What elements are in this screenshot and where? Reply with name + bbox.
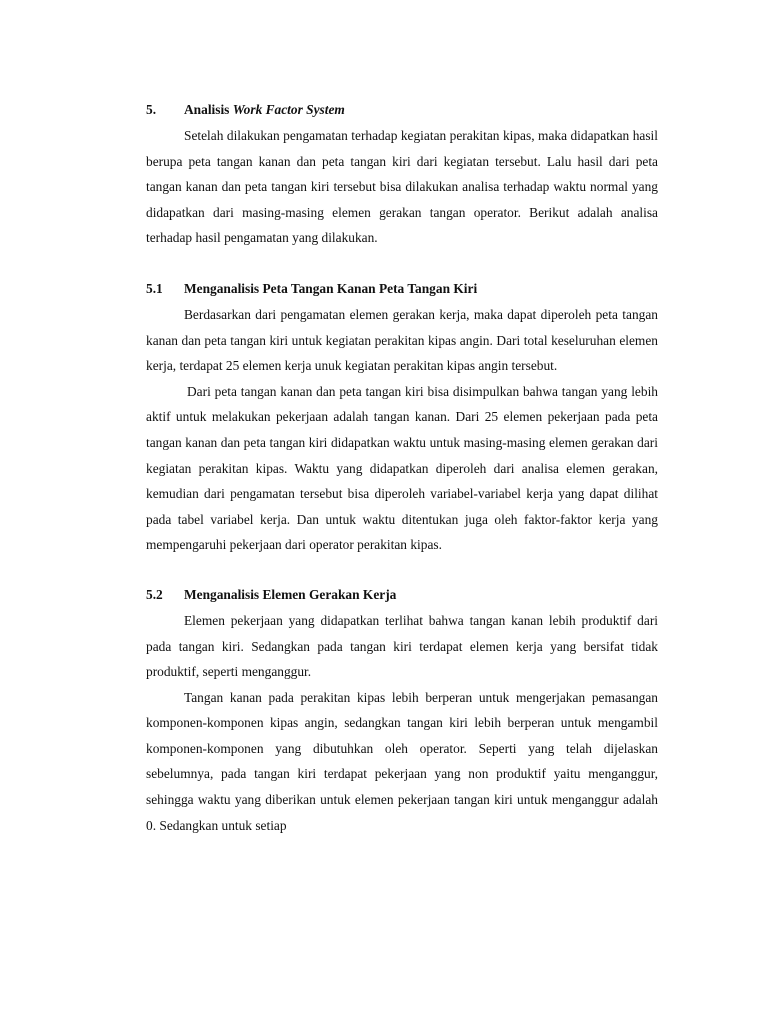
paragraph: Tangan kanan pada perakitan kipas lebih berperan untuk mengerjakan pemasangan komponen-komponen kipas angin, sedangkan tangan kiri lebih berperan untuk mengambil komponen-komponen yang dibutuhkan oleh operator. Seperti yang telah dijelaskan sebelumnya, pada tangan kiri terdapat pekerjaan yang non produktif yaitu menganggur, sehingga waktu yang diberikan untuk elemen pekerjaan tangan kiri untuk menganggur adalah 0. Sedangkan untuk setiap <box>146 689 658 833</box>
paragraph: Setelah dilakukan pengamatan terhadap kegiatan perakitan kipas, maka didapatkan hasil berupa peta tangan kanan dan peta tangan kiri dari kegiatan tersebut. Lalu hasil dari peta tangan kanan dan peta tangan kiri tersebut bisa dilakukan analisa terhadap waktu normal yang didapatkan dari masing-masing elemen gerakan tangan operator. Berikut adalah analisa terhadap hasil pengamatan yang dilakukan. <box>146 128 658 246</box>
section-number: 5.2 <box>146 586 163 602</box>
section-title: Menganalisis Elemen Gerakan Kerja <box>184 586 397 602</box>
section-number: 5. <box>146 102 157 117</box>
document-page <box>146 97 658 838</box>
section-title-italic: Work Factor System <box>232 102 345 117</box>
paragraph: Elemen pekerjaan yang didapatkan terlihat bahwa tangan kanan lebih produktif dari pada tangan kiri. Sedangkan pada tangan kiri terdapat elemen kerja yang bersifat tidak produktif, seperti menganggur. <box>146 612 658 680</box>
section-heading-5-2 <box>146 582 658 608</box>
section-spacer <box>146 251 658 276</box>
paragraph: Dari peta tangan kanan dan peta tangan kiri bisa disimpulkan bahwa tangan yang lebih aktif untuk melakukan pekerjaan adalah tangan kanan. Dari 25 elemen pekerjaan pada peta tangan kanan dan peta tangan kiri didapatkan waktu untuk masing-masing elemen gerakan dari kegiatan perakitan kipas. Waktu yang didapatkan diperoleh dari analisa elemen gerakan, kemudian dari pengamatan tersebut bisa diperoleh variabel-variabel kerja yang dapat dilihat pada tabel variabel kerja. Dan untuk waktu ditentukan juga oleh faktor-faktor kerja yang mempengaruhi pekerjaan dari operator perakitan kipas. <box>146 383 658 553</box>
section-title: Analisis Work Factor System <box>184 102 345 117</box>
section-number: 5.1 <box>146 280 163 296</box>
section-spacer <box>146 558 658 582</box>
paragraph: Berdasarkan dari pengamatan elemen gerakan kerja, maka dapat diperoleh peta tangan kanan dan peta tangan kiri untuk kegiatan perakitan kipas angin. Dari total keseluruhan elemen kerja, terdapat 25 elemen kerja unuk kegiatan perakitan kipas angin tersebut. <box>146 306 658 374</box>
section-heading-5 <box>146 97 658 123</box>
section-heading-5-1 <box>146 276 658 302</box>
section-title: Menganalisis Peta Tangan Kanan Peta Tangan Kiri <box>184 280 478 296</box>
